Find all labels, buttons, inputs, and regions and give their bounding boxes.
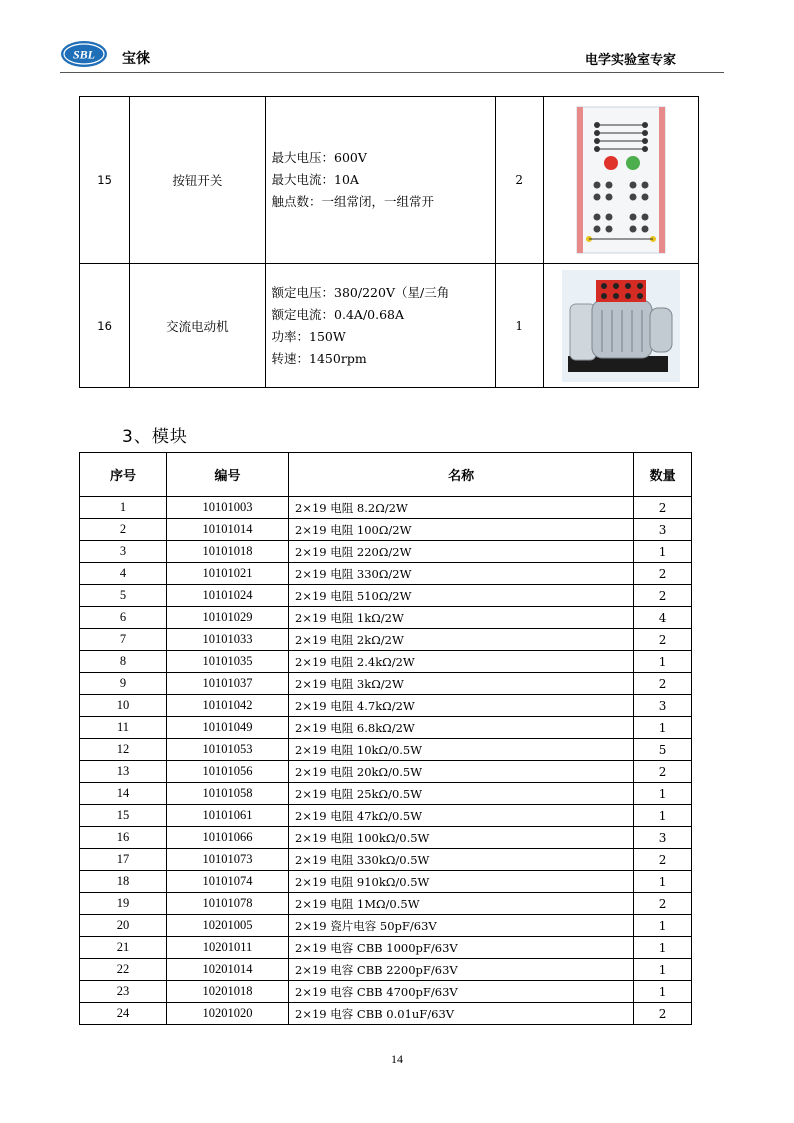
row-quantity: 2 bbox=[634, 849, 692, 871]
table-row bbox=[80, 915, 692, 937]
row-quantity: 2 bbox=[634, 893, 692, 915]
row-name: 2×19 电阻 2.4kΩ/2W bbox=[289, 651, 634, 673]
row-index: 7 bbox=[80, 629, 167, 651]
row-code: 10101073 bbox=[167, 849, 289, 871]
row-quantity: 2 bbox=[634, 673, 692, 695]
row-name: 2×19 电阻 1kΩ/2W bbox=[289, 607, 634, 629]
row-quantity: 4 bbox=[634, 607, 692, 629]
row-index: 23 bbox=[80, 981, 167, 1003]
row-quantity: 3 bbox=[634, 827, 692, 849]
row-index: 15 bbox=[80, 805, 167, 827]
row-index: 12 bbox=[80, 739, 167, 761]
product-table bbox=[79, 96, 699, 388]
row-quantity: 1 bbox=[634, 717, 692, 739]
row-name: 2×19 电阻 220Ω/2W bbox=[289, 541, 634, 563]
row-code: 10201014 bbox=[167, 959, 289, 981]
row-code: 10101029 bbox=[167, 607, 289, 629]
row-quantity: 5 bbox=[634, 739, 692, 761]
product-row bbox=[80, 97, 699, 264]
row-index: 9 bbox=[80, 673, 167, 695]
row-name: 2×19 电阻 8.2Ω/2W bbox=[289, 497, 634, 519]
product-name: 按钮开关 bbox=[130, 97, 265, 264]
row-index: 11 bbox=[80, 717, 167, 739]
table-row bbox=[80, 959, 692, 981]
row-name: 2×19 电阻 3kΩ/2W bbox=[289, 673, 634, 695]
row-code: 10101033 bbox=[167, 629, 289, 651]
table-row bbox=[80, 893, 692, 915]
table-row bbox=[80, 871, 692, 893]
row-code: 10101042 bbox=[167, 695, 289, 717]
row-code: 10101035 bbox=[167, 651, 289, 673]
row-code: 10101053 bbox=[167, 739, 289, 761]
product-name: 交流电动机 bbox=[130, 264, 265, 388]
spec-line: 功率：150W bbox=[271, 328, 346, 344]
sbl-logo bbox=[60, 40, 108, 68]
button-switch-module-image bbox=[575, 105, 667, 255]
row-quantity: 2 bbox=[634, 761, 692, 783]
spec-line: 额定电流：0.4A/0.68A bbox=[271, 306, 405, 322]
product-row bbox=[80, 264, 699, 388]
header-quantity: 数量 bbox=[634, 453, 692, 497]
product-quantity: 2 bbox=[495, 97, 543, 264]
row-name: 2×19 电阻 20kΩ/0.5W bbox=[289, 761, 634, 783]
product-specs bbox=[265, 264, 495, 388]
row-quantity: 2 bbox=[634, 585, 692, 607]
header-code: 编号 bbox=[167, 453, 289, 497]
table-row bbox=[80, 629, 692, 651]
row-index: 6 bbox=[80, 607, 167, 629]
row-code: 10101014 bbox=[167, 519, 289, 541]
row-index: 8 bbox=[80, 651, 167, 673]
header-tagline: 电学实验室专家 bbox=[584, 53, 676, 68]
product-specs bbox=[265, 97, 495, 264]
row-quantity: 3 bbox=[634, 519, 692, 541]
row-code: 10101061 bbox=[167, 805, 289, 827]
row-quantity: 1 bbox=[634, 805, 692, 827]
row-index: 14 bbox=[80, 783, 167, 805]
row-name: 2×19 电阻 6.8kΩ/2W bbox=[289, 717, 634, 739]
row-quantity: 1 bbox=[634, 915, 692, 937]
table-row bbox=[80, 497, 692, 519]
table-row bbox=[80, 541, 692, 563]
table-row bbox=[80, 673, 692, 695]
row-name: 2×19 电阻 10kΩ/0.5W bbox=[289, 739, 634, 761]
product-number: 16 bbox=[80, 264, 130, 388]
table-row bbox=[80, 563, 692, 585]
row-name: 2×19 电阻 2kΩ/2W bbox=[289, 629, 634, 651]
row-name: 2×19 电容 CBB 4700pF/63V bbox=[289, 981, 634, 1003]
product-quantity: 1 bbox=[495, 264, 543, 388]
row-name: 2×19 电阻 330Ω/2W bbox=[289, 563, 634, 585]
ac-motor-image bbox=[562, 270, 680, 382]
spec-line: 最大电压：600V bbox=[271, 150, 367, 165]
row-quantity: 1 bbox=[634, 541, 692, 563]
row-name: 2×19 电容 CBB 2200pF/63V bbox=[289, 959, 634, 981]
row-index: 2 bbox=[80, 519, 167, 541]
table-row bbox=[80, 519, 692, 541]
row-code: 10201020 bbox=[167, 1003, 289, 1025]
table-row bbox=[80, 1003, 692, 1025]
table-row bbox=[80, 585, 692, 607]
row-index: 4 bbox=[80, 563, 167, 585]
row-name: 2×19 电阻 47kΩ/0.5W bbox=[289, 805, 634, 827]
section-title: 3、模块 bbox=[122, 427, 188, 447]
table-row bbox=[80, 981, 692, 1003]
row-index: 24 bbox=[80, 1003, 167, 1025]
row-index: 22 bbox=[80, 959, 167, 981]
row-quantity: 2 bbox=[634, 1003, 692, 1025]
row-code: 10101037 bbox=[167, 673, 289, 695]
row-code: 10101018 bbox=[167, 541, 289, 563]
table-row bbox=[80, 739, 692, 761]
module-table bbox=[79, 452, 692, 1025]
row-index: 5 bbox=[80, 585, 167, 607]
row-name: 2×19 电阻 910kΩ/0.5W bbox=[289, 871, 634, 893]
row-index: 19 bbox=[80, 893, 167, 915]
row-index: 10 bbox=[80, 695, 167, 717]
table-row bbox=[80, 717, 692, 739]
row-quantity: 1 bbox=[634, 981, 692, 1003]
row-quantity: 2 bbox=[634, 497, 692, 519]
row-index: 18 bbox=[80, 871, 167, 893]
product-image-cell bbox=[543, 97, 698, 264]
row-name: 2×19 电阻 100Ω/2W bbox=[289, 519, 634, 541]
page-number: 14 bbox=[391, 1052, 403, 1066]
row-quantity: 1 bbox=[634, 783, 692, 805]
row-name: 2×19 电容 CBB 1000pF/63V bbox=[289, 937, 634, 959]
row-code: 10201011 bbox=[167, 937, 289, 959]
row-quantity: 2 bbox=[634, 629, 692, 651]
header-index: 序号 bbox=[80, 453, 167, 497]
row-code: 10201018 bbox=[167, 981, 289, 1003]
page-header bbox=[60, 40, 724, 73]
row-code: 10101021 bbox=[167, 563, 289, 585]
row-name: 2×19 电容 CBB 0.01uF/63V bbox=[289, 1003, 634, 1025]
spec-line: 转速：1450rpm bbox=[271, 350, 367, 366]
row-quantity: 3 bbox=[634, 695, 692, 717]
row-index: 16 bbox=[80, 827, 167, 849]
table-row bbox=[80, 805, 692, 827]
spec-line: 最大电流：10A bbox=[271, 172, 359, 187]
row-code: 10101024 bbox=[167, 585, 289, 607]
brand-name: 宝徕 bbox=[122, 51, 150, 67]
row-code: 10101066 bbox=[167, 827, 289, 849]
row-index: 13 bbox=[80, 761, 167, 783]
table-row bbox=[80, 695, 692, 717]
row-quantity: 1 bbox=[634, 959, 692, 981]
row-code: 10101078 bbox=[167, 893, 289, 915]
row-quantity: 1 bbox=[634, 651, 692, 673]
table-row bbox=[80, 937, 692, 959]
row-name: 2×19 电阻 1MΩ/0.5W bbox=[289, 893, 634, 915]
row-code: 10201005 bbox=[167, 915, 289, 937]
spec-line: 额定电压：380/220V（星/三角 bbox=[271, 284, 450, 300]
table-row bbox=[80, 827, 692, 849]
row-quantity: 1 bbox=[634, 937, 692, 959]
table-row bbox=[80, 849, 692, 871]
row-code: 10101003 bbox=[167, 497, 289, 519]
table-row bbox=[80, 783, 692, 805]
module-table-header bbox=[80, 453, 692, 497]
row-name: 2×19 电阻 510Ω/2W bbox=[289, 585, 634, 607]
product-image-cell bbox=[543, 264, 698, 388]
svg-text:SBL: SBL bbox=[72, 47, 96, 62]
row-name: 2×19 瓷片电容 50pF/63V bbox=[289, 915, 634, 937]
product-number: 15 bbox=[80, 97, 130, 264]
row-code: 10101074 bbox=[167, 871, 289, 893]
table-row bbox=[80, 651, 692, 673]
row-index: 17 bbox=[80, 849, 167, 871]
row-name: 2×19 电阻 4.7kΩ/2W bbox=[289, 695, 634, 717]
header-name: 名称 bbox=[289, 453, 634, 497]
table-row bbox=[80, 607, 692, 629]
row-quantity: 2 bbox=[634, 563, 692, 585]
row-code: 10101056 bbox=[167, 761, 289, 783]
table-row bbox=[80, 761, 692, 783]
row-quantity: 1 bbox=[634, 871, 692, 893]
row-index: 1 bbox=[80, 497, 167, 519]
row-index: 3 bbox=[80, 541, 167, 563]
row-code: 10101058 bbox=[167, 783, 289, 805]
row-name: 2×19 电阻 330kΩ/0.5W bbox=[289, 849, 634, 871]
row-name: 2×19 电阻 25kΩ/0.5W bbox=[289, 783, 634, 805]
row-name: 2×19 电阻 100kΩ/0.5W bbox=[289, 827, 634, 849]
row-code: 10101049 bbox=[167, 717, 289, 739]
row-index: 21 bbox=[80, 937, 167, 959]
spec-line: 触点数：一组常闭，一组常开 bbox=[271, 194, 435, 209]
row-index: 20 bbox=[80, 915, 167, 937]
